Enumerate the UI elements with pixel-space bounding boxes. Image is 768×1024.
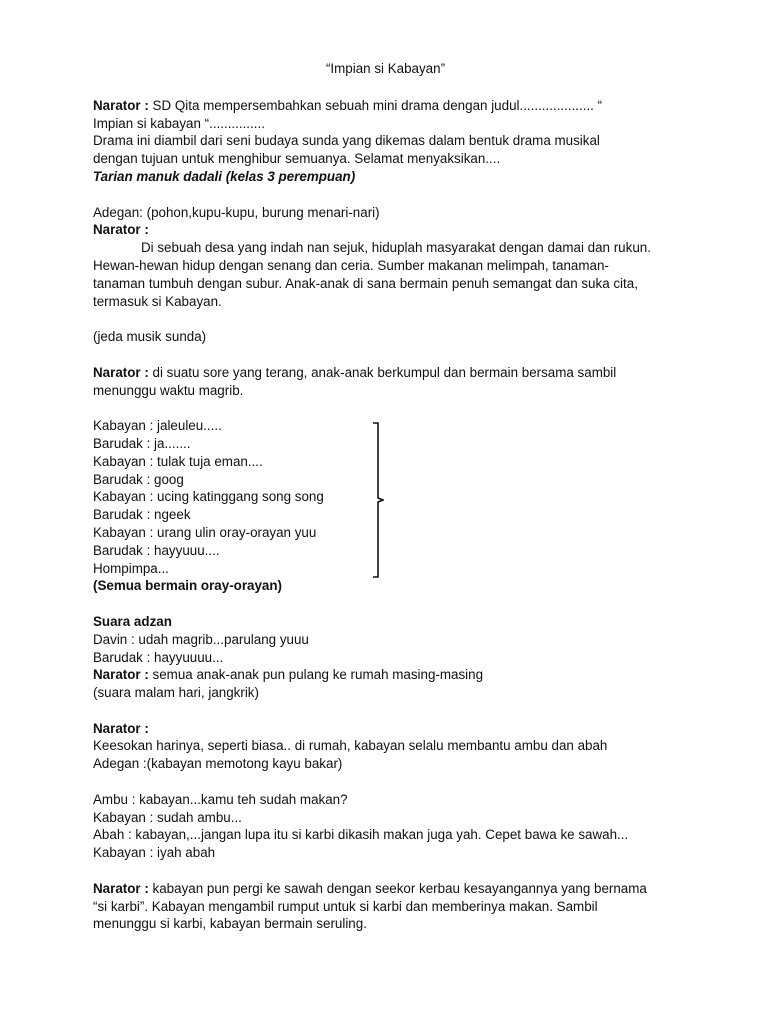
- dialog-line: Kabayan : tulak tuja eman....: [93, 453, 263, 469]
- dialog-line: Abah : kabayan,...jangan lupa itu si karbi dikasih makan juga yah. Cepet bawa ke sawah...: [93, 827, 629, 843]
- scene5-line-1: [93, 880, 678, 898]
- jeda-direction: (jeda musik sunda): [93, 329, 207, 345]
- scene1-para-line-1: Di sebuah desa yang indah nan sejuk, hiduplah masyarakat dengan damai dan rukun.: [141, 240, 651, 256]
- dialog-line: Hompimpa...: [93, 560, 169, 576]
- dialog-line: Davin : udah magrib...parulang yuuu: [93, 631, 309, 647]
- intro-text: SD Qita mempersembahkan sebuah mini drama dengan judul.................... “: [148, 97, 603, 113]
- intro-line-1: [93, 97, 678, 115]
- scene2-line-2: menunggu waktu magrib.: [93, 382, 244, 398]
- scene5-line-3: menunggu si karbi, kabayan bermain seruling.: [93, 916, 367, 932]
- scene1-adegan: Adegan: (pohon,kupu-kupu, burung menari-nari): [93, 204, 380, 220]
- narator-label: Narator :: [93, 720, 149, 736]
- narator-label: Narator :: [93, 97, 149, 113]
- dialog-line: Kabayan : urang ulin oray-orayan yuu: [93, 524, 317, 540]
- intro-line-4: dengan tujuan untuk menghibur semuanya. Selamat menyaksikan....: [93, 151, 501, 167]
- dialog-line: Kabayan : iyah abah: [93, 845, 216, 861]
- dialog-line: Barudak : hayyuuu....: [93, 542, 220, 558]
- scene3-text: semua anak-anak pun pulang ke rumah masing-masing: [148, 667, 484, 683]
- dialog-line: Kabayan : sudah ambu...: [93, 809, 242, 825]
- scene4-line-1: Keesokan harinya, seperti biasa.. di rumah, kabayan selalu membantu ambu dan abah: [93, 738, 608, 754]
- scene4-line-2: Adegan :(kabayan memotong kayu bakar): [93, 756, 343, 772]
- intro-line-2: Impian si kabayan “...............: [93, 115, 265, 131]
- scene1-para-line-3: tanaman tumbuh dengan subur. Anak-anak di sana bermain penuh semangat dan suka cita,: [93, 275, 638, 291]
- dance-direction: Tarian manuk dadali (kelas 3 perempuan): [93, 168, 356, 184]
- scene3-narator-line: [93, 666, 678, 684]
- dialog-line: Ambu : kabayan...kamu teh sudah makan?: [93, 791, 348, 807]
- dialog-line: Barudak : goog: [93, 471, 184, 487]
- dialog-line: Barudak : hayyuuuu...: [93, 649, 224, 665]
- dialog-line: Barudak : ja.......: [93, 435, 191, 451]
- intro-line-3: Drama ini diambil dari seni budaya sunda yang dikemas dalam bentuk drama musikal: [93, 133, 600, 149]
- document-body: [93, 60, 678, 933]
- scene1-para-line-4: termasuk si Kabayan.: [93, 293, 222, 309]
- scene3-direction: (suara malam hari, jangkrik): [93, 685, 259, 701]
- dialog-line: Kabayan : jaleuleu.....: [93, 418, 222, 434]
- page-title: “Impian si Kabayan”: [325, 61, 446, 76]
- scene3-heading: Suara adzan: [93, 613, 172, 629]
- scene2-line-1: [93, 364, 678, 382]
- dialog-line: Kabayan : ucing katinggang song song: [93, 489, 324, 505]
- narator-label: Narator :: [93, 880, 149, 896]
- narator-label: Narator :: [93, 667, 149, 683]
- scene5-line-2: “si karbi”. Kabayan mengambil rumput untuk si karbi dan memberinya makan. Sambil: [93, 898, 598, 914]
- dialog-line: Barudak : ngeek: [93, 507, 191, 523]
- stage-direction: (Semua bermain oray-orayan): [93, 578, 283, 594]
- narator-label: Narator :: [93, 222, 149, 238]
- narator-label: Narator :: [93, 364, 149, 380]
- scene5-text: kabayan pun pergi ke sawah dengan seekor kerbau kesayangannya yang bernama: [148, 880, 647, 896]
- scene1-para-line-2: Hewan-hewan hidup dengan senang dan ceria. Sumber makanan melimpah, tanaman-: [93, 257, 609, 273]
- dialog-bracket: [372, 422, 384, 578]
- scene2-text: di suatu sore yang terang, anak-anak berkumpul dan bermain bersama sambil: [148, 364, 617, 380]
